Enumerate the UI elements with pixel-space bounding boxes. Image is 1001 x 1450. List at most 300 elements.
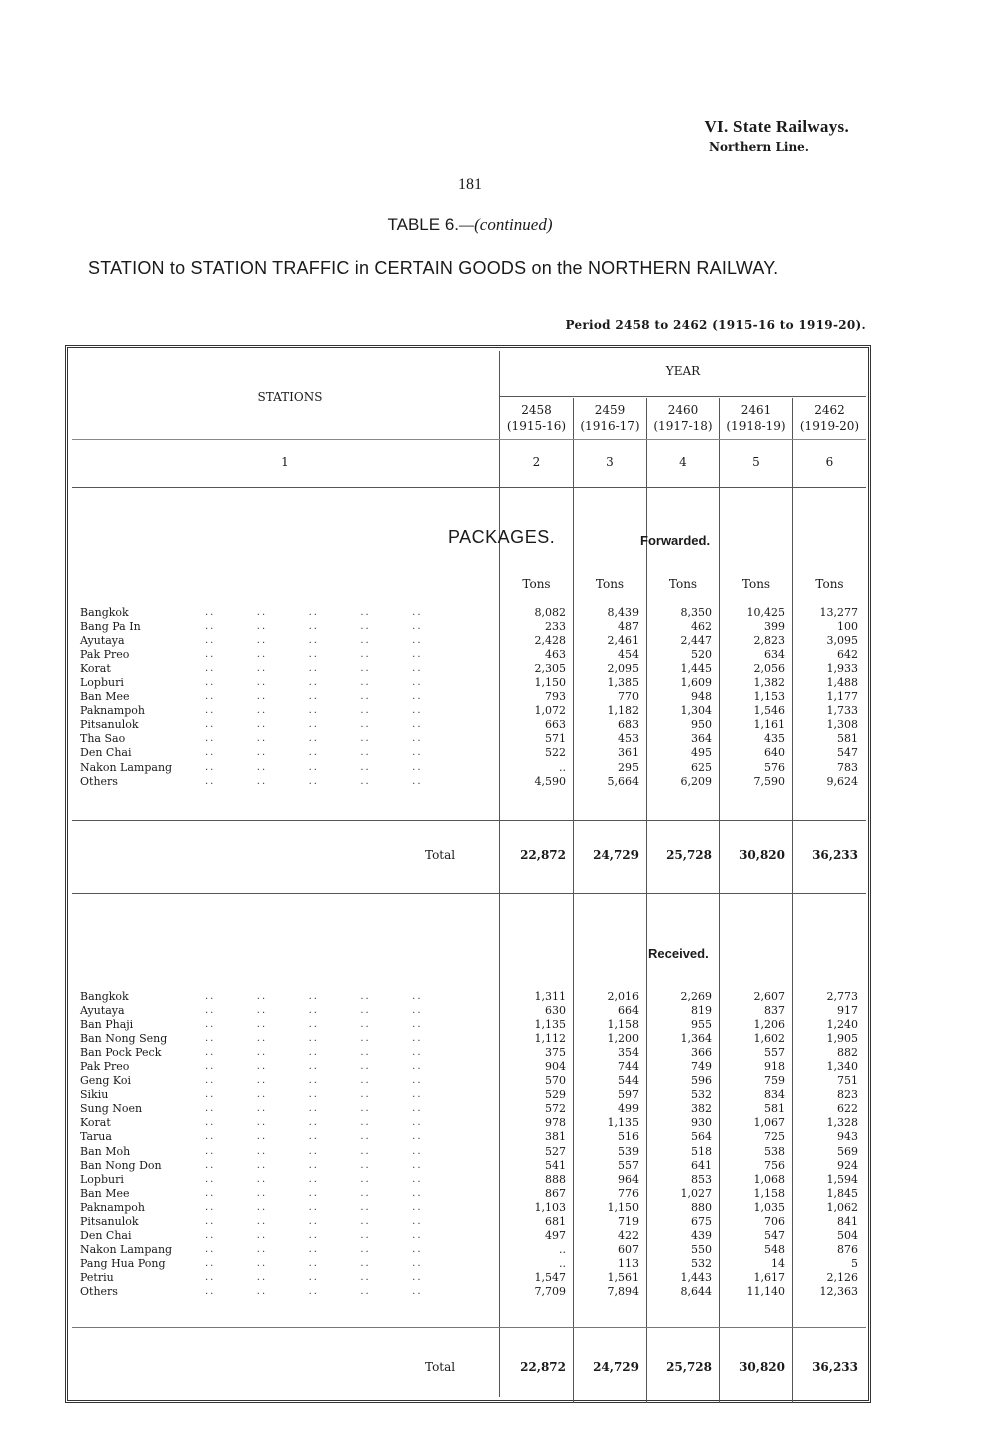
leader-dots: .. .. .. .. ..	[205, 1047, 423, 1059]
cell-value: 364	[691, 732, 712, 746]
leader-dots: .. .. .. .. ..	[205, 1061, 423, 1073]
cell-value: 675	[691, 1214, 712, 1228]
period-label: Period 2458 to 2462 (1915-16 to 1919-20).	[565, 318, 866, 332]
table-row	[80, 761, 860, 775]
station-name: Sikiu	[80, 1088, 109, 1102]
station-name: Lopburi	[80, 676, 124, 690]
cell-value: 819	[691, 1004, 712, 1018]
station-name: Pang Hua Pong	[80, 1256, 166, 1270]
station-name: Ayutaya	[80, 634, 125, 648]
cell-value: 756	[764, 1158, 785, 1172]
station-name: Bangkok	[80, 990, 129, 1003]
cell-value: 1,443	[680, 1270, 712, 1284]
total-label: Total	[425, 848, 456, 862]
leader-dots: .. .. .. .. ..	[205, 691, 423, 703]
leader-dots: .. .. .. .. ..	[205, 1019, 423, 1031]
leader-dots: .. .. .. .. ..	[205, 1285, 423, 1297]
cell-value: 876	[837, 1242, 858, 1256]
cell-value: 576	[764, 760, 785, 774]
cell-value: 706	[764, 1214, 785, 1228]
leader-dots: .. .. .. .. ..	[205, 1229, 423, 1241]
leader-dots: .. .. .. .. ..	[205, 1257, 423, 1269]
table-row	[80, 1285, 860, 1299]
table-row	[80, 1215, 860, 1229]
station-name: Ban Moh	[80, 1144, 131, 1158]
station-name: Sung Noen	[80, 1102, 143, 1116]
station-name: Den Chai	[80, 1228, 132, 1242]
received-label: Received.	[648, 946, 709, 961]
cell-value: 12,363	[819, 1284, 858, 1298]
cell-value: 233	[545, 620, 566, 634]
station-name: Nakon Lampang	[80, 1242, 173, 1256]
cell-value: 5,664	[607, 774, 639, 788]
cell-value: 681	[545, 1214, 566, 1228]
table-row	[80, 1173, 860, 1187]
main-title: STATION to STATION TRAFFIC in CERTAIN GOODS on the NORTHERN RAILWAY.	[88, 258, 779, 278]
station-name: Ban Nong Seng	[80, 1032, 168, 1046]
leader-dots: .. .. .. .. ..	[205, 1159, 423, 1171]
cell-value: 453	[618, 732, 639, 746]
cell-value: 1,733	[826, 704, 858, 718]
total-value: 24,729	[593, 848, 639, 862]
cell-value: 1,328	[826, 1116, 858, 1130]
cell-value: 529	[545, 1088, 566, 1102]
year-col-5	[793, 402, 866, 434]
cell-value: 14	[771, 1256, 785, 1270]
leader-dots: .. .. .. .. ..	[205, 607, 423, 618]
cell-value: 725	[764, 1130, 785, 1144]
table-title-continued: —(continued)	[459, 215, 553, 234]
table-row	[80, 1074, 860, 1088]
received-total-row	[80, 1357, 860, 1377]
leader-dots: .. .. .. .. ..	[205, 705, 423, 717]
leader-dots: .. .. .. .. ..	[205, 1243, 423, 1255]
table-row	[80, 690, 860, 704]
cell-value: 10,425	[746, 606, 785, 619]
cell-value: 571	[545, 732, 566, 746]
row-divider	[72, 893, 866, 894]
cell-value: 557	[618, 1158, 639, 1172]
cell-value: 495	[691, 746, 712, 760]
table-row	[80, 1116, 860, 1130]
cell-value: 596	[691, 1074, 712, 1088]
packages-label: PACKAGES.	[448, 527, 556, 547]
table-row	[80, 732, 860, 746]
cell-value: 607	[618, 1242, 639, 1256]
cell-value: 841	[837, 1214, 858, 1228]
row-divider	[500, 396, 866, 397]
cell-value: 518	[691, 1144, 712, 1158]
cell-value: 823	[837, 1088, 858, 1102]
table-row	[80, 1243, 860, 1257]
cell-value: 625	[691, 760, 712, 774]
cell-value: 749	[691, 1060, 712, 1074]
year-col-1	[500, 402, 573, 434]
table-row	[80, 1271, 860, 1285]
total-value: 36,233	[812, 1360, 858, 1374]
station-name: Ayutaya	[80, 1004, 125, 1018]
cell-value: 581	[764, 1102, 785, 1116]
leader-dots: .. .. .. .. ..	[205, 991, 423, 1002]
station-name: Ban Mee	[80, 690, 130, 704]
total-value: 30,820	[739, 1360, 785, 1374]
cell-value: 1,182	[607, 704, 639, 718]
station-name: Ban Mee	[80, 1186, 130, 1200]
cell-value: 541	[545, 1158, 566, 1172]
leader-dots: .. .. .. .. ..	[205, 1145, 423, 1157]
cell-value: 1,072	[534, 704, 566, 718]
cell-value: 399	[764, 620, 785, 634]
station-name: Paknampoh	[80, 704, 145, 718]
forwarded-label: Forwarded.	[640, 533, 711, 548]
cell-value: 1,546	[753, 704, 785, 718]
cell-value: 8,644	[680, 1284, 712, 1298]
total-value: 25,728	[666, 1360, 712, 1374]
cell-value: 527	[545, 1144, 566, 1158]
received-rows	[80, 990, 860, 1299]
unit-label: Tons	[815, 577, 844, 591]
station-name: Geng Koi	[80, 1074, 131, 1088]
cell-value: 463	[545, 648, 566, 662]
stations-header: STATIONS	[257, 390, 323, 404]
table-row	[80, 1032, 860, 1046]
cell-value: 113	[618, 1256, 639, 1270]
cell-value: 4,590	[534, 774, 566, 788]
cell-value: 11,140	[746, 1284, 785, 1298]
cell-value: 1,905	[826, 1032, 858, 1046]
cell-value: 2,773	[826, 990, 858, 1003]
cell-value: 793	[545, 690, 566, 704]
cell-value: 538	[764, 1144, 785, 1158]
row-divider	[72, 487, 866, 488]
cell-value: 776	[618, 1186, 639, 1200]
cell-value: 1,488	[826, 676, 858, 690]
cell-value: 7,590	[753, 774, 785, 788]
station-name: Korat	[80, 1116, 111, 1130]
leader-dots: .. .. .. .. ..	[205, 1075, 423, 1087]
total-label: Total	[425, 1360, 456, 1374]
col-number: 6	[825, 455, 834, 469]
cell-value: 642	[837, 648, 858, 662]
year-col-3	[647, 402, 719, 434]
station-name: Nakon Lampang	[80, 760, 173, 774]
page-number: 181	[458, 176, 482, 193]
leader-dots: .. .. .. .. ..	[205, 747, 423, 759]
table-row	[80, 634, 860, 648]
cell-value: 1,547	[534, 1270, 566, 1284]
leader-dots: .. .. .. .. ..	[205, 719, 423, 731]
year-ce: (1915-16)	[506, 419, 567, 433]
table-row	[80, 1046, 860, 1060]
cell-value: 522	[545, 746, 566, 760]
cell-value: 2,056	[753, 662, 785, 676]
table-title	[0, 215, 940, 235]
cell-value: 1,594	[826, 1172, 858, 1186]
leader-dots: .. .. .. .. ..	[205, 1005, 423, 1017]
station-name: Ban Phaji	[80, 1018, 134, 1032]
year-be: 2460	[667, 403, 699, 417]
cell-value: 8,350	[680, 606, 712, 619]
cell-value: 882	[837, 1046, 858, 1060]
section-heading	[704, 117, 849, 157]
cell-value: 532	[691, 1256, 712, 1270]
year-be: 2459	[594, 403, 626, 417]
cell-value: 634	[764, 648, 785, 662]
leader-dots: .. .. .. .. ..	[205, 1271, 423, 1283]
leader-dots: .. .. .. .. ..	[205, 1131, 423, 1143]
station-name: Others	[80, 774, 118, 788]
station-name: Korat	[80, 662, 111, 676]
cell-value: 1,158	[753, 1186, 785, 1200]
leader-dots: .. .. .. .. ..	[205, 677, 423, 689]
station-name: Ban Pock Peck	[80, 1046, 162, 1060]
cell-value: 2,016	[607, 990, 639, 1003]
cell-value: ..	[559, 1256, 566, 1270]
cell-value: 548	[764, 1242, 785, 1256]
cell-value: 550	[691, 1242, 712, 1256]
cell-value: 8,082	[534, 606, 566, 619]
table-row	[80, 676, 860, 690]
cell-value: 539	[618, 1144, 639, 1158]
cell-value: 1,161	[753, 718, 785, 732]
cell-value: 564	[691, 1130, 712, 1144]
station-name: Tha Sao	[80, 732, 126, 746]
cell-value: 1,200	[607, 1032, 639, 1046]
cell-value: 917	[837, 1004, 858, 1018]
cell-value: 504	[837, 1228, 858, 1242]
cell-value: 2,607	[753, 990, 785, 1003]
cell-value: 683	[618, 718, 639, 732]
cell-value: 2,305	[534, 662, 566, 676]
cell-value: 361	[618, 746, 639, 760]
row-divider	[72, 439, 866, 440]
cell-value: 1,150	[607, 1200, 639, 1214]
cell-value: 462	[691, 620, 712, 634]
cell-value: 381	[545, 1130, 566, 1144]
cell-value: 2,461	[607, 634, 639, 648]
cell-value: 663	[545, 718, 566, 732]
station-name: Paknampoh	[80, 1200, 145, 1214]
section-subtitle: Northern Line.	[709, 140, 809, 154]
col-number: 2	[532, 455, 541, 469]
cell-value: 1,027	[680, 1186, 712, 1200]
table-row	[80, 620, 860, 634]
table-row	[80, 1060, 860, 1074]
cell-value: 630	[545, 1004, 566, 1018]
leader-dots: .. .. .. .. ..	[205, 733, 423, 745]
leader-dots: .. .. .. .. ..	[205, 1187, 423, 1199]
table-title-label: TABLE 6.	[387, 215, 459, 234]
cell-value: 1,340	[826, 1060, 858, 1074]
total-value: 22,872	[520, 1360, 566, 1374]
leader-dots: .. .. .. .. ..	[205, 1215, 423, 1227]
year-ce: (1918-19)	[726, 419, 786, 433]
cell-value: 569	[837, 1144, 858, 1158]
cell-value: 516	[618, 1130, 639, 1144]
station-name: Den Chai	[80, 746, 132, 760]
cell-value: 719	[618, 1214, 639, 1228]
cell-value: 572	[545, 1102, 566, 1116]
cell-value: 867	[545, 1186, 566, 1200]
table-row	[80, 1102, 860, 1116]
leader-dots: .. .. .. .. ..	[205, 1201, 423, 1213]
cell-value: 2,126	[826, 1270, 858, 1284]
section-title: VI. State Railways.	[704, 117, 849, 136]
leader-dots: .. .. .. .. ..	[205, 775, 423, 787]
cell-value: 547	[837, 746, 858, 760]
table-row	[80, 990, 860, 1004]
cell-value: 100	[837, 620, 858, 634]
station-name: Tarua	[80, 1130, 112, 1144]
table-row	[80, 718, 860, 732]
cell-value: 950	[691, 718, 712, 732]
cell-value: 13,277	[819, 606, 858, 619]
station-name: Lopburi	[80, 1172, 124, 1186]
cell-value: 295	[618, 760, 639, 774]
year-col-4	[720, 402, 792, 434]
cell-value: 7,709	[534, 1284, 566, 1298]
leader-dots: .. .. .. .. ..	[205, 1173, 423, 1185]
cell-value: 9,624	[826, 774, 858, 788]
cell-value: 664	[618, 1004, 639, 1018]
cell-value: 1,445	[680, 662, 712, 676]
cell-value: 2,823	[753, 634, 785, 648]
cell-value: 744	[618, 1060, 639, 1074]
cell-value: 751	[837, 1074, 858, 1088]
row-divider	[72, 1327, 866, 1328]
leader-dots: .. .. .. .. ..	[205, 1033, 423, 1045]
cell-value: 1,062	[826, 1200, 858, 1214]
cell-value: 1,135	[607, 1116, 639, 1130]
table-row	[80, 746, 860, 760]
cell-value: 6,209	[680, 774, 712, 788]
station-name: Pak Preo	[80, 1060, 130, 1074]
cell-value: 1,602	[753, 1032, 785, 1046]
cell-value: 1,304	[680, 704, 712, 718]
year-be: 2461	[740, 403, 772, 417]
cell-value: 1,103	[534, 1200, 566, 1214]
cell-value: 1,617	[753, 1270, 785, 1284]
cell-value: 1,561	[607, 1270, 639, 1284]
cell-value: 2,095	[607, 662, 639, 676]
table-row	[80, 1159, 860, 1173]
table-row	[80, 1257, 860, 1271]
leader-dots: .. .. .. .. ..	[205, 1117, 423, 1129]
cell-value: 918	[764, 1060, 785, 1074]
leader-dots: .. .. .. .. ..	[205, 1089, 423, 1101]
cell-value: 544	[618, 1074, 639, 1088]
table-row	[80, 1088, 860, 1102]
cell-value: 888	[545, 1172, 566, 1186]
cell-value: 7,894	[607, 1284, 639, 1298]
unit-label: Tons	[741, 577, 771, 591]
cell-value: 487	[618, 620, 639, 634]
unit-label: Tons	[668, 577, 698, 591]
leader-dots: .. .. .. .. ..	[205, 761, 423, 773]
year-col-2	[574, 402, 646, 434]
cell-value: 2,447	[680, 634, 712, 648]
table-row	[80, 662, 860, 676]
unit-label: Tons	[522, 577, 551, 591]
cell-value: 2,269	[680, 990, 712, 1003]
cell-value: 1,382	[753, 676, 785, 690]
cell-value: 955	[691, 1018, 712, 1032]
table-row	[80, 606, 860, 620]
cell-value: ..	[559, 1242, 566, 1256]
cell-value: 1,364	[680, 1032, 712, 1046]
cell-value: 1,845	[826, 1186, 858, 1200]
col-number: 4	[679, 455, 687, 469]
cell-value: 1,311	[534, 990, 566, 1003]
cell-value: 532	[691, 1088, 712, 1102]
table-row	[80, 1187, 860, 1201]
year-be: 2458	[521, 403, 552, 417]
cell-value: 770	[618, 690, 639, 704]
cell-value: 964	[618, 1172, 639, 1186]
station-name: Others	[80, 1284, 118, 1298]
cell-value: 570	[545, 1074, 566, 1088]
col-number: 5	[752, 455, 760, 469]
cell-value: 1,068	[753, 1172, 785, 1186]
cell-value: 439	[691, 1228, 712, 1242]
station-name: Pitsanulok	[80, 1214, 139, 1228]
cell-value: 1,177	[826, 690, 858, 704]
cell-value: 904	[545, 1060, 566, 1074]
table-row	[80, 1018, 860, 1032]
table-row	[80, 1145, 860, 1159]
cell-value: 581	[837, 732, 858, 746]
leader-dots: .. .. .. .. ..	[205, 635, 423, 647]
table-row	[80, 1229, 860, 1243]
cell-value: 1,112	[534, 1032, 566, 1046]
cell-value: 1,206	[753, 1018, 785, 1032]
total-value: 25,728	[666, 848, 712, 862]
year-ce: (1917-18)	[653, 419, 713, 433]
cell-value: 759	[764, 1074, 785, 1088]
cell-value: 1,158	[607, 1018, 639, 1032]
cell-value: 520	[691, 648, 712, 662]
cell-value: 783	[837, 760, 858, 774]
cell-value: 597	[618, 1088, 639, 1102]
cell-value: 640	[764, 746, 785, 760]
total-value: 36,233	[812, 848, 858, 862]
cell-value: 1,153	[753, 690, 785, 704]
row-divider	[72, 820, 866, 821]
year-be: 2462	[814, 403, 845, 417]
cell-value: 354	[618, 1046, 639, 1060]
leader-dots: .. .. .. .. ..	[205, 621, 423, 633]
forwarded-rows	[80, 606, 860, 789]
cell-value: 557	[764, 1046, 785, 1060]
table-row	[80, 1130, 860, 1144]
cell-value: 948	[691, 690, 712, 704]
col-number: 1	[281, 455, 289, 469]
cell-value: 1,933	[826, 662, 858, 676]
table-row	[80, 775, 860, 789]
cell-value: 382	[691, 1102, 712, 1116]
cell-value: 930	[691, 1116, 712, 1130]
year-ce: (1919-20)	[799, 419, 860, 433]
total-value: 22,872	[520, 848, 566, 862]
cell-value: 622	[837, 1102, 858, 1116]
forwarded-total-row	[80, 845, 860, 865]
cell-value: 454	[618, 648, 639, 662]
cell-value: 1,308	[826, 718, 858, 732]
cell-value: 853	[691, 1172, 712, 1186]
leader-dots: .. .. .. .. ..	[205, 649, 423, 661]
table-row	[80, 704, 860, 718]
cell-value: 978	[545, 1116, 566, 1130]
